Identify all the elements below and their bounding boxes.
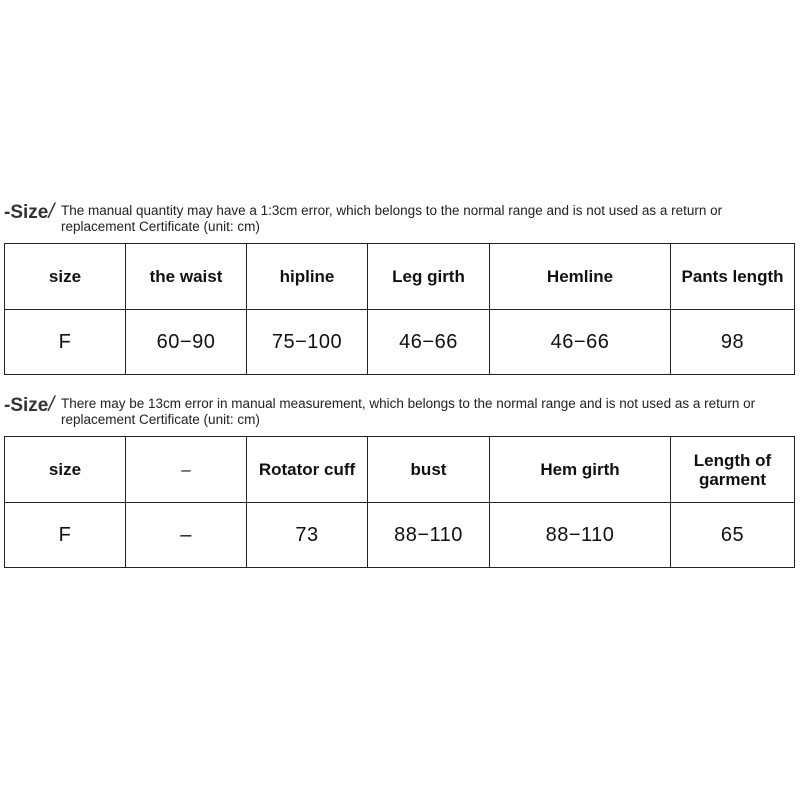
value-cell: – <box>126 503 247 568</box>
size-heading-2 <box>4 393 794 427</box>
size-section-1 <box>4 200 794 353</box>
size-note: The manual quantity may have a 1:3cm error, which belongs to the normal range and is not used as a return or replacement Certificate (unit: cm) <box>61 203 723 234</box>
size-title-slash: / <box>48 393 55 416</box>
header-cell: Leg girth <box>368 244 490 310</box>
size-title <box>4 393 54 417</box>
size-title-text: -Size <box>4 395 49 416</box>
table-row <box>5 503 795 568</box>
size-table-top <box>4 436 795 568</box>
header-cell: Length of garment <box>671 437 795 503</box>
header-cell: Hem girth <box>490 437 671 503</box>
size-table-pants <box>4 243 795 375</box>
value-cell: F <box>5 503 126 568</box>
table-row <box>5 310 795 375</box>
value-cell: 46−66 <box>490 310 671 375</box>
size-title <box>4 200 54 224</box>
header-cell: size <box>5 244 126 310</box>
size-section-2 <box>4 393 794 546</box>
header-cell: Rotator cuff <box>247 437 368 503</box>
value-cell: 75−100 <box>247 310 368 375</box>
header-cell: hipline <box>247 244 368 310</box>
value-cell: 88−110 <box>368 503 490 568</box>
table-header-row <box>5 244 795 310</box>
value-cell: 46−66 <box>368 310 490 375</box>
value-cell: 98 <box>671 310 795 375</box>
value-cell: F <box>5 310 126 375</box>
value-cell: 88−110 <box>490 503 671 568</box>
header-cell: bust <box>368 437 490 503</box>
size-title-text: -Size <box>4 202 49 223</box>
size-title-slash: / <box>48 200 55 223</box>
size-heading-1 <box>4 200 794 234</box>
size-note: There may be 13cm error in manual measurement, which belongs to the normal range and is not used as a return or replacement Certificate (unit: cm) <box>61 396 756 427</box>
header-cell: Pants length <box>671 244 795 310</box>
value-cell: 65 <box>671 503 795 568</box>
header-cell: Hemline <box>490 244 671 310</box>
table-header-row <box>5 437 795 503</box>
header-cell: size <box>5 437 126 503</box>
header-cell: the waist <box>126 244 247 310</box>
value-cell: 60−90 <box>126 310 247 375</box>
value-cell: 73 <box>247 503 368 568</box>
header-cell: – <box>126 437 247 503</box>
